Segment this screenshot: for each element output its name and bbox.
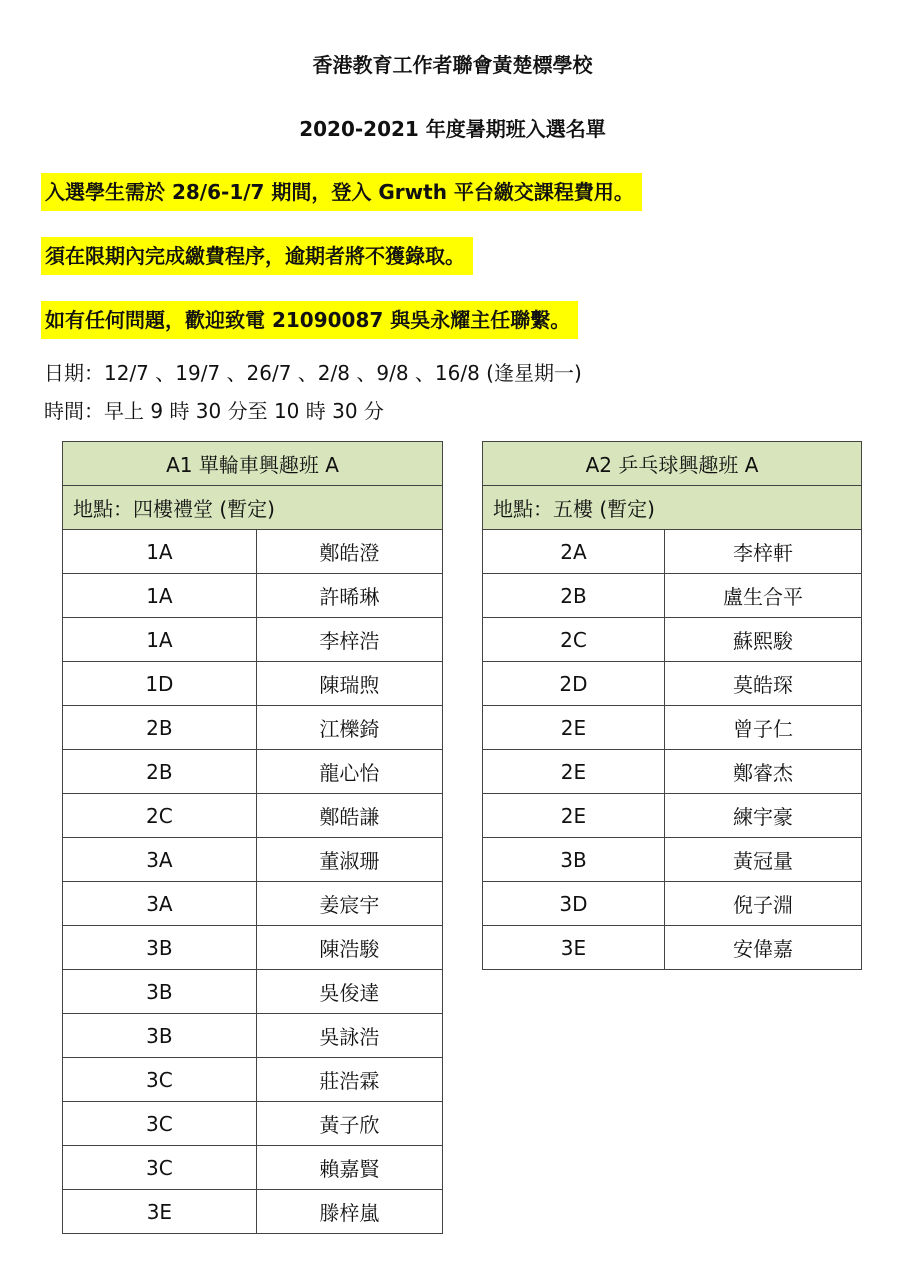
table-header-row — [63, 442, 443, 486]
table-row — [63, 750, 443, 794]
table-row — [63, 970, 443, 1014]
class-cell: 3B — [63, 970, 257, 1014]
table-row — [63, 1058, 443, 1102]
notice-payment: 入選學生需於 28/6-1/7 期間，登入 Grwth 平台繳交課程費用。 — [41, 173, 642, 211]
table-header-row — [483, 442, 862, 486]
table-row — [63, 838, 443, 882]
table-row — [63, 530, 443, 574]
table-row — [63, 1014, 443, 1058]
class-cell: 3D — [483, 882, 665, 926]
class-cell: 2E — [483, 750, 665, 794]
class-cell: 2B — [483, 574, 665, 618]
class-cell: 3E — [63, 1190, 257, 1234]
class-cell: 1A — [63, 574, 257, 618]
student-name-cell: 黃子欣 — [256, 1102, 442, 1146]
student-name-cell: 陳浩駿 — [256, 926, 442, 970]
list-title: 2020-2021 年度暑期班入選名單 — [299, 117, 606, 141]
class-cell: 2D — [483, 662, 665, 706]
class-cell: 1D — [63, 662, 257, 706]
table-row — [63, 882, 443, 926]
table-row — [483, 706, 862, 750]
student-name-cell: 鄭皓澄 — [256, 530, 442, 574]
student-name-cell: 李梓軒 — [664, 530, 861, 574]
student-name-cell: 莫皓琛 — [664, 662, 861, 706]
student-name-cell: 鄭睿杰 — [664, 750, 861, 794]
table-row — [63, 662, 443, 706]
class-cell: 3B — [483, 838, 665, 882]
student-name-cell: 曾子仁 — [664, 706, 861, 750]
class-cell: 3E — [483, 926, 665, 970]
table-row — [63, 794, 443, 838]
class-cell: 3B — [63, 1014, 257, 1058]
student-name-cell: 陳瑞煦 — [256, 662, 442, 706]
table-row — [63, 574, 443, 618]
class-dates: 日期：12/7 、19/7 、26/7 、2/8 、9/8 、16/8 (逢星期一) — [44, 361, 582, 385]
class-cell: 2A — [483, 530, 665, 574]
notice-contact: 如有任何問題，歡迎致電 21090087 與吳永耀主任聯繫。 — [41, 301, 578, 339]
class-cell: 2B — [63, 706, 257, 750]
class-cell: 3B — [63, 926, 257, 970]
student-name-cell: 吳詠浩 — [256, 1014, 442, 1058]
student-name-cell: 莊浩霖 — [256, 1058, 442, 1102]
student-name-cell: 許晞琳 — [256, 574, 442, 618]
table-row — [483, 750, 862, 794]
student-name-cell: 安偉嘉 — [664, 926, 861, 970]
student-name-cell: 盧生合平 — [664, 574, 861, 618]
table-row — [63, 706, 443, 750]
student-name-cell: 練宇豪 — [664, 794, 861, 838]
course-title: A2 乒乓球興趣班 A — [483, 442, 862, 486]
student-name-cell: 蘇熙駿 — [664, 618, 861, 662]
class-cell: 2B — [63, 750, 257, 794]
class-time: 時間：早上 9 時 30 分至 10 時 30 分 — [44, 399, 384, 423]
table-row — [483, 618, 862, 662]
class-cell: 2E — [483, 706, 665, 750]
class-cell: 3C — [63, 1102, 257, 1146]
table-row — [483, 882, 862, 926]
student-name-cell: 倪子淵 — [664, 882, 861, 926]
class-cell: 3C — [63, 1058, 257, 1102]
student-name-cell: 黃冠量 — [664, 838, 861, 882]
course-location: 地點：四樓禮堂 (暫定) — [63, 486, 443, 530]
student-name-cell: 姜宸宇 — [256, 882, 442, 926]
class-cell: 2E — [483, 794, 665, 838]
table-row — [483, 662, 862, 706]
table-location-row — [63, 486, 443, 530]
table-row — [483, 574, 862, 618]
course-location: 地點：五樓 (暫定) — [483, 486, 862, 530]
table-row — [483, 926, 862, 970]
class-cell: 1A — [63, 530, 257, 574]
table-row — [483, 794, 862, 838]
table-row — [63, 1102, 443, 1146]
roster-table-a1 — [62, 441, 443, 1234]
student-name-cell: 董淑珊 — [256, 838, 442, 882]
table-row — [63, 618, 443, 662]
class-cell: 1A — [63, 618, 257, 662]
student-name-cell: 江櫟錡 — [256, 706, 442, 750]
school-title: 香港教育工作者聯會黃楚標學校 — [312, 53, 593, 77]
course-title: A1 單輪車興趣班 A — [63, 442, 443, 486]
student-name-cell: 滕梓嵐 — [256, 1190, 442, 1234]
table-row — [483, 838, 862, 882]
roster-table-a2 — [482, 441, 862, 970]
class-cell: 2C — [63, 794, 257, 838]
notice-deadline: 須在限期內完成繳費程序，逾期者將不獲錄取。 — [41, 237, 473, 275]
table-row — [63, 1146, 443, 1190]
table-row — [63, 926, 443, 970]
student-name-cell: 鄭皓謙 — [256, 794, 442, 838]
class-cell: 3C — [63, 1146, 257, 1190]
student-name-cell: 賴嘉賢 — [256, 1146, 442, 1190]
table-row — [483, 530, 862, 574]
student-name-cell: 吳俊達 — [256, 970, 442, 1014]
class-cell: 3A — [63, 838, 257, 882]
class-cell: 3A — [63, 882, 257, 926]
class-cell: 2C — [483, 618, 665, 662]
student-name-cell: 龍心怡 — [256, 750, 442, 794]
student-name-cell: 李梓浩 — [256, 618, 442, 662]
table-row — [63, 1190, 443, 1234]
table-location-row — [483, 486, 862, 530]
